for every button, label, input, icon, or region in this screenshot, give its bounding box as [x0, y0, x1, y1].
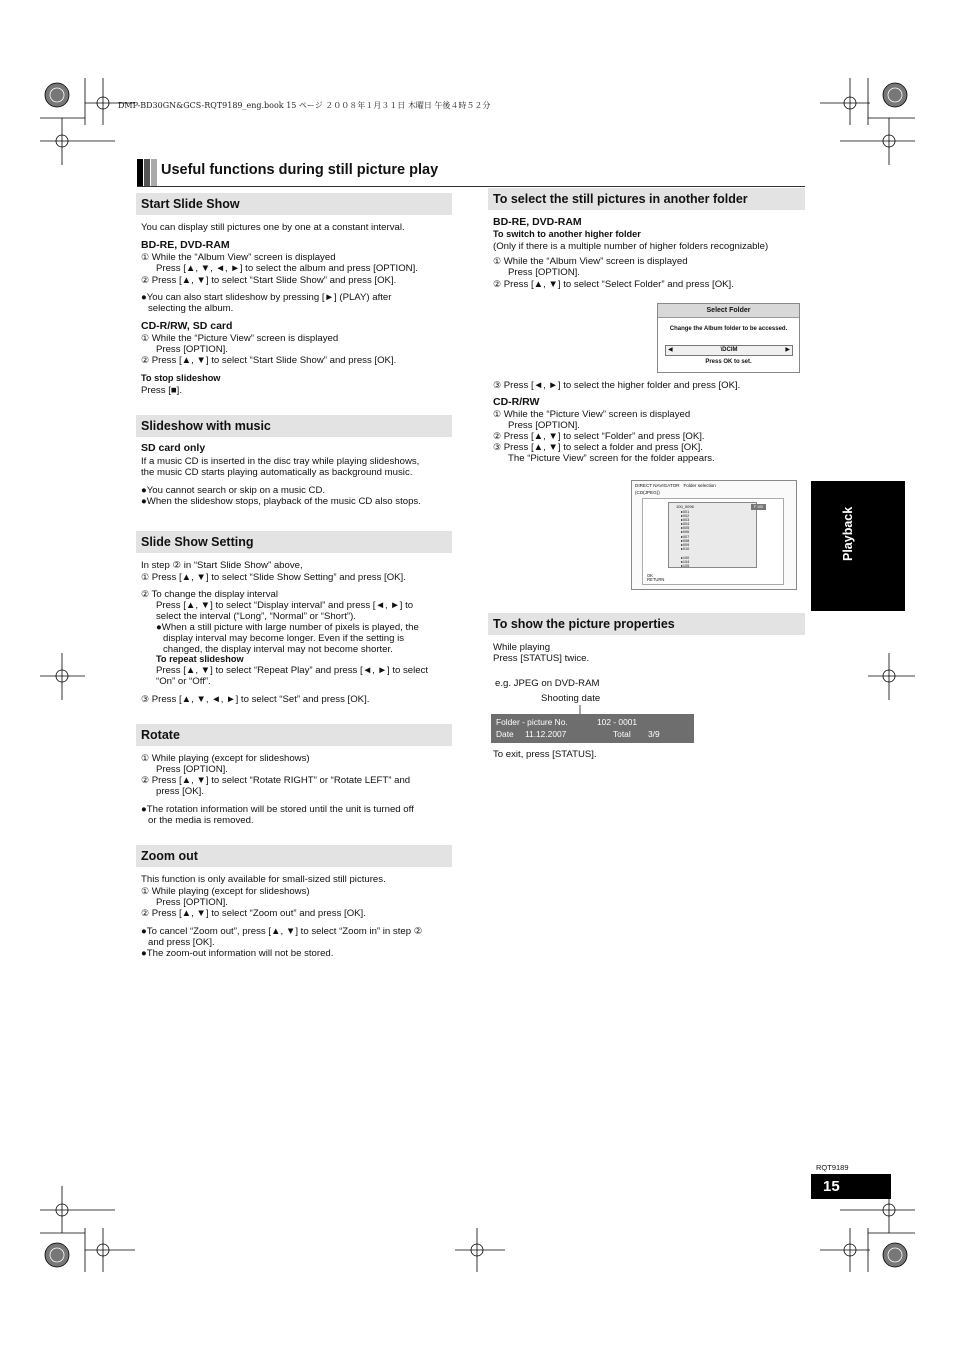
- sss-bd-note2: selecting the album.: [148, 303, 234, 314]
- nav-root-folder: 100_0096: [676, 504, 694, 509]
- nav-lower-folders: [681, 556, 689, 568]
- folder-bd-label: BD-RE, DVD-RAM: [493, 216, 582, 228]
- rotate-l4: press [OK].: [156, 786, 204, 797]
- music-note1: ●You cannot search or skip on a music CD.: [141, 485, 326, 496]
- right-arrow-icon: ▶: [785, 347, 790, 353]
- info-date-label: Date: [496, 729, 514, 739]
- title-block-dark: [137, 159, 143, 186]
- dialog-folder-selector[interactable]: [665, 345, 793, 356]
- prop-l2: Press [STATUS] twice.: [493, 653, 590, 664]
- folder-cd-step1b: Press [OPTION].: [508, 420, 580, 431]
- zoom-step2: ② Press [▲, ▼] to select “Zoom out” and press [OK].: [141, 908, 366, 919]
- print-header: DMP-BD30GN&GCS-RQT9189_eng.book 15 ページ ２００８年１月３１日 木曜日 午後４時５２分: [118, 101, 491, 110]
- nav-panel: [642, 498, 784, 585]
- sss-cd-step1b: Press [OPTION].: [156, 344, 228, 355]
- nav-folder-item[interactable]: ▸003: [681, 518, 690, 523]
- sss2-step2: ② To change the display interval: [141, 589, 278, 600]
- sss2-l6: ●When a still picture with large number of pixels is played, the: [156, 622, 419, 633]
- nav-folder-list[interactable]: [668, 502, 757, 568]
- nav-ok-label[interactable]: OK: [647, 573, 654, 578]
- sss-cd-label: CD-R/RW, SD card: [141, 320, 233, 332]
- zoom-l5: ●To cancel “Zoom out”, press [▲, ▼] to select “Zoom in” in step ②: [141, 926, 423, 937]
- rotate-step2: ② Press [▲, ▼] to select “Rotate RIGHT” or “Rotate LEFT” and: [141, 775, 411, 786]
- nav-folder-item[interactable]: ▸006: [681, 530, 690, 535]
- nav-folder-badge: F 100: [751, 504, 766, 510]
- prop-exit: To exit, press [STATUS].: [493, 749, 597, 760]
- nav-folder-item[interactable]: ▸002: [681, 514, 690, 519]
- nav-folder-item[interactable]: ▸010: [681, 546, 690, 551]
- sss2-l8: changed, the display interval may not become shorter.: [163, 644, 393, 655]
- sss-bd-step1a: ① While the “Album View” screen is displayed: [141, 252, 336, 263]
- folder-step3: ③ Press [◄, ►] to select the higher folder and press [OK].: [493, 380, 741, 391]
- zoom-l7: ●The zoom-out information will not be stored.: [141, 948, 334, 959]
- sss-bd-step2: ② Press [▲, ▼] to select “Start Slide Show” and press [OK].: [141, 275, 397, 286]
- sss-bd-step1b: Press [▲, ▼, ◄, ►] to select the album and press [OPTION].: [156, 263, 418, 274]
- section-picture-properties: To show the picture properties: [488, 613, 805, 635]
- nav-return-label[interactable]: RETURN: [647, 577, 665, 583]
- sss2-l7: display interval may become longer. Even if the setting is: [163, 633, 405, 644]
- nav-lower-folder-item[interactable]: ▸105: [681, 564, 690, 569]
- section-zoom-out: Zoom out: [136, 845, 452, 867]
- nav-folder-item[interactable]: ▸001: [681, 510, 690, 514]
- nav-subtitle: Folder selection: [683, 483, 716, 488]
- sss2-step1: ① Press [▲, ▼] to select “Slide Show Setting” and press [OK].: [141, 572, 406, 583]
- folder-step2: ② Press [▲, ▼] to select “Select Folder” and press [OK].: [493, 279, 734, 290]
- doc-code: RQT9189: [816, 1163, 849, 1172]
- sss-stop-text: Press [■].: [141, 385, 182, 396]
- info-date-value: 11.12.2007: [525, 729, 567, 739]
- folder-switch-label: To switch to another higher folder: [493, 229, 641, 239]
- folder-cd-step1a: ① While the “Picture View” screen is displayed: [493, 409, 691, 420]
- rotate-l2: Press [OPTION].: [156, 764, 228, 775]
- nav-lower-folder-item[interactable]: ▸100: [681, 556, 690, 560]
- section-rotate: Rotate: [136, 724, 452, 746]
- zoom-step1: ① While playing (except for slideshows): [141, 886, 310, 897]
- title-block-mid: [144, 159, 150, 186]
- nav-title: DIRECT NAVIGATOR: [635, 483, 680, 488]
- nav-folder-item[interactable]: ▸008: [681, 538, 690, 543]
- nav-controls: [647, 574, 664, 583]
- music-p1: If a music CD is inserted in the disc tray while playing slideshows,: [141, 456, 420, 467]
- dialog-value: \DCIM: [720, 347, 738, 353]
- folder-cd-step4: The “Picture View” screen for the folder appears.: [508, 453, 715, 464]
- left-arrow-icon: ◀: [668, 347, 673, 353]
- direct-navigator-screen: [631, 480, 797, 590]
- info-folder-value: 102 - 0001: [597, 717, 638, 727]
- sss-intro: You can display still pictures one by one at a constant interval.: [141, 222, 405, 233]
- sss2-l1: In step ② in “Start Slide Show” above,: [141, 560, 303, 571]
- dialog-message: Change the Album folder to be accessed.: [669, 326, 788, 332]
- sss2-l10: Press [▲, ▼] to select “Repeat Play” and press [◄, ►] to select: [156, 665, 429, 676]
- title-block-light: [151, 159, 157, 186]
- folder-step1b: Press [OPTION].: [508, 267, 580, 278]
- section-select-folder: To select the still pictures in another folder: [488, 188, 805, 210]
- prop-shooting-date: Shooting date: [541, 693, 601, 704]
- sss-bd-note1: ●You can also start slideshow by pressing [►] (PLAY) after: [141, 292, 392, 303]
- dialog-ok-text: Press OK to set.: [705, 359, 752, 365]
- sss-stop-label: To stop slideshow: [141, 373, 221, 383]
- music-sd-label: SD card only: [141, 442, 206, 454]
- folder-cd-label: CD-R/RW: [493, 396, 540, 408]
- section-start-slide-show: Start Slide Show: [136, 193, 452, 215]
- prop-l1: While playing: [493, 642, 551, 653]
- nav-folder-item[interactable]: ▸007: [681, 534, 690, 539]
- side-tab-label: Playback: [841, 506, 855, 561]
- nav-lower-folder-item[interactable]: ▸104: [681, 560, 690, 565]
- nav-folder-item[interactable]: ▸005: [681, 526, 690, 531]
- nav-folder-item[interactable]: ▸009: [681, 542, 690, 547]
- playback-side-tab: [811, 481, 905, 611]
- dialog-title: Select Folder: [658, 304, 799, 318]
- zoom-l6: and press [OK].: [148, 937, 215, 948]
- folder-cd-step2: ② Press [▲, ▼] to select “Folder” and press [OK].: [493, 431, 705, 442]
- page-title-bar: [137, 159, 805, 187]
- nav-folder-item[interactable]: ▸004: [681, 522, 690, 527]
- sss-cd-step1a: ① While the “Picture View” screen is displayed: [141, 333, 339, 344]
- nav-header: [635, 483, 716, 488]
- folder-step1a: ① While the “Album View” screen is displayed: [493, 256, 688, 267]
- folder-only-if: (Only if there is a multiple number of higher folders recognizable): [493, 241, 769, 252]
- rotate-l5: ●The rotation information will be stored until the unit is turned off: [141, 804, 414, 815]
- zoom-l1: This function is only available for small-sized still pictures.: [141, 874, 386, 885]
- zoom-l3: Press [OPTION].: [156, 897, 228, 908]
- prop-eg: e.g. JPEG on DVD-RAM: [495, 678, 600, 689]
- folder-cd-step3: ③ Press [▲, ▼] to select a folder and press [OK].: [493, 442, 703, 453]
- sss2-l11: “On” or “Off”.: [156, 676, 211, 687]
- nav-subfolders: [681, 510, 689, 551]
- sss2-l9: To repeat slideshow: [156, 654, 244, 664]
- sss2-l4: Press [▲, ▼] to select “Display interval” and press [◄, ►] to: [156, 600, 414, 611]
- nav-media: (CD(JPEG)): [635, 490, 660, 495]
- section-slideshow-music: Slideshow with music: [136, 415, 452, 437]
- info-folder-label: Folder - picture No.: [496, 717, 568, 727]
- info-total-label: Total: [613, 729, 631, 739]
- page-number: 15: [811, 1174, 891, 1199]
- music-note2: ●When the slideshow stops, playback of the music CD also stops.: [141, 496, 421, 507]
- select-folder-dialog: [657, 303, 800, 373]
- sss2-l5: select the interval (“Long”, “Normal” or “Short”).: [156, 611, 356, 622]
- info-total-value: 3/9: [648, 729, 660, 739]
- rotate-step1: ① While playing (except for slideshows): [141, 753, 310, 764]
- music-p2: the music CD starts playing automatically as background music.: [141, 467, 413, 478]
- sss-cd-step2: ② Press [▲, ▼] to select “Start Slide Show” and press [OK].: [141, 355, 397, 366]
- page-title: Useful functions during still picture play: [161, 162, 439, 178]
- rotate-l6: or the media is removed.: [148, 815, 254, 826]
- section-slide-show-setting: Slide Show Setting: [136, 531, 452, 553]
- sss2-step3: ③ Press [▲, ▼, ◄, ►] to select “Set” and press [OK].: [141, 694, 370, 705]
- status-info-bar: [491, 714, 694, 743]
- sss-bd-label: BD-RE, DVD-RAM: [141, 239, 230, 251]
